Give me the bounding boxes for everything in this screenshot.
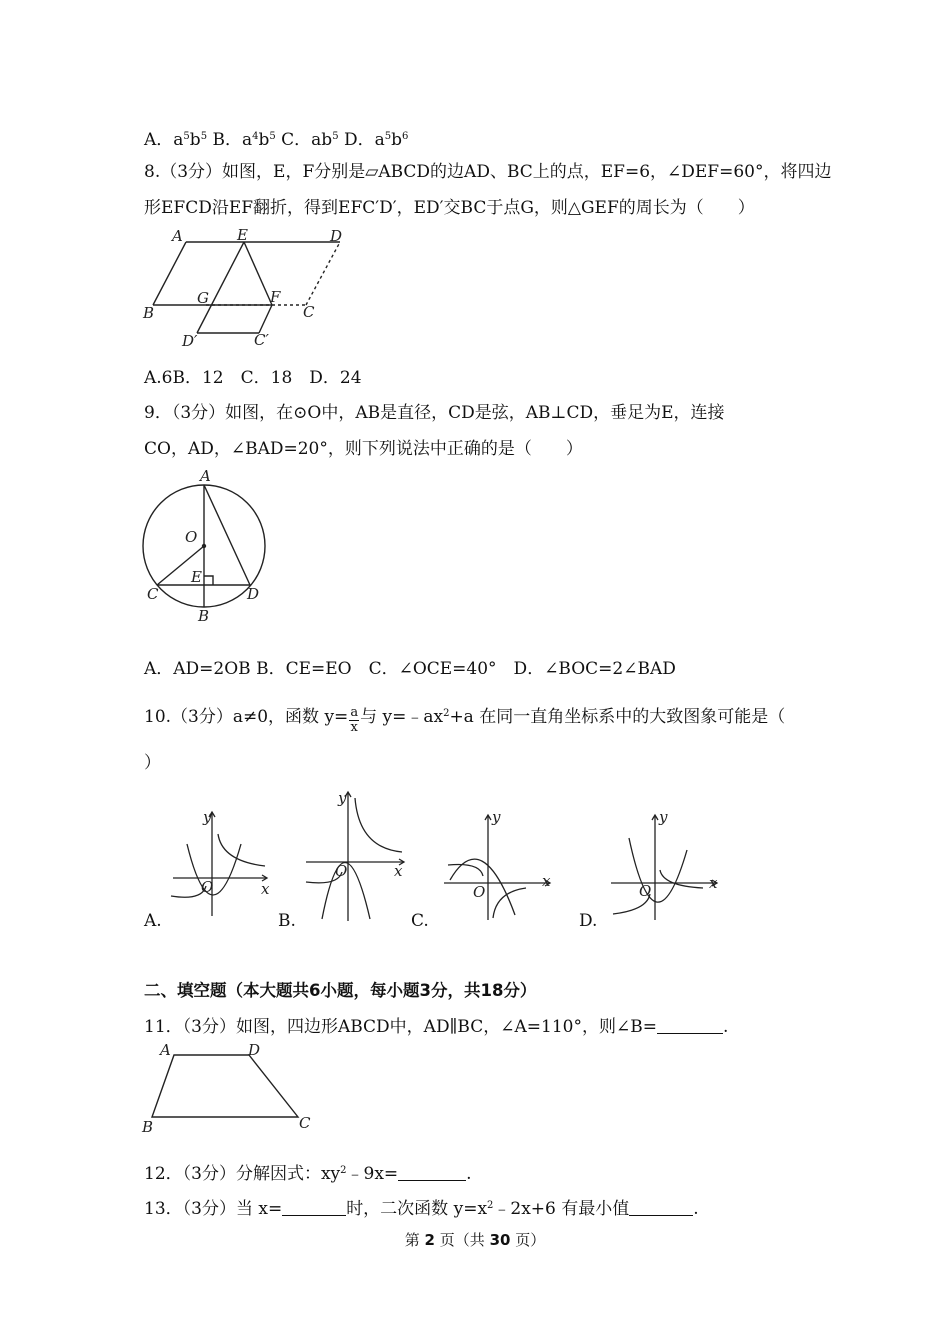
- q8-text-line1: 8.（3分）如图，E，F分别是▱ABCD的边AD、BC上的点，EF=6，∠DEF=60°，将四边: [144, 162, 832, 182]
- svg-text:O: O: [201, 878, 214, 896]
- q9-text-line2: CO，AD，∠BAD=20°，则下列说法中正确的是（ ）: [144, 439, 583, 459]
- q10-graph-a: [165, 806, 275, 921]
- svg-text:y: y: [492, 808, 501, 826]
- label-d: D: [247, 585, 260, 603]
- q10-graph-b: [300, 786, 412, 926]
- label-b: B: [143, 304, 155, 322]
- edge-ed-prime: [197, 242, 244, 333]
- svg-text:A: A: [160, 1041, 171, 1059]
- label-c-prime: C′: [254, 331, 269, 349]
- edge-cprime-f: [259, 305, 272, 333]
- right-angle-mark: [204, 576, 213, 585]
- svg-text:O: O: [335, 862, 348, 880]
- center-dot: [202, 544, 206, 548]
- svg-text:y: y: [338, 789, 347, 807]
- fraction-a-over-x: $\frac{a}{x}$: [350, 705, 359, 735]
- q10-option-c: C.: [411, 911, 429, 931]
- edge-ef: [244, 242, 272, 305]
- q11-text: 11．（3分）如图，四边形ABCD中，AD∥BC，∠A=110°，则∠B= .: [144, 1017, 729, 1037]
- q13-text: 13．（3分）当 x= 时，二次函数 $y=x^2﹣2x+6$ 有最小值 .: [144, 1199, 699, 1219]
- label-c: C: [303, 303, 315, 321]
- svg-text:O: O: [473, 883, 486, 901]
- q10-option-b: B.: [278, 911, 296, 931]
- svg-text:B: B: [142, 1118, 154, 1136]
- q10-text-line1: 10.（3分）a≠0，函数 y= $\frac{a}{x}$ 与 $y=﹣ax^2+a$ 在同一直角坐标系中的大致图象可能是（: [144, 705, 786, 735]
- q11-trapezoid-figure: [140, 1042, 320, 1137]
- q9-circle-figure: [140, 466, 280, 626]
- q10-option-d: D.: [579, 911, 598, 931]
- q13-blank-min[interactable]: [629, 1199, 693, 1216]
- label-d-prime: D′: [182, 332, 198, 350]
- svg-text:x: x: [261, 880, 270, 898]
- svg-text:x: x: [542, 872, 551, 890]
- label-b: B: [198, 607, 210, 625]
- q7-options: A．$a^5b^5$ B．$a^4b^5$ C．$ab^5$ D．$a^5b^6$: [144, 130, 409, 150]
- q11-answer-blank[interactable]: [657, 1017, 723, 1034]
- q8-text-line2: 形EFCD沿EF翻折，得到EFC′D′，ED′交BC于点G，则△GEF的周长为（ ）: [144, 198, 755, 218]
- q9-text-line1: 9．（3分）如图，在⊙O中，AB是直径，CD是弦，AB⊥CD，垂足为E，连接: [144, 403, 725, 423]
- label-f: F: [270, 288, 281, 306]
- label-g: G: [197, 289, 209, 307]
- svg-text:O: O: [639, 882, 652, 900]
- label-o: O: [185, 528, 198, 546]
- label-a: A: [200, 467, 211, 485]
- svg-text:C: C: [299, 1114, 311, 1132]
- svg-text:D: D: [248, 1041, 261, 1059]
- q10-option-a: A.: [144, 911, 162, 931]
- q8-options: A.6B．12 C．18 D．24: [144, 368, 362, 388]
- label-d: D: [330, 227, 343, 245]
- label-a: A: [172, 227, 183, 245]
- q13-blank-x[interactable]: [282, 1199, 346, 1216]
- svg-text:x: x: [394, 862, 403, 880]
- q9-options: A．AD=2OB B．CE=EO C．∠OCE=40° D．∠BOC=2∠BAD: [144, 659, 676, 679]
- svg-text:y: y: [659, 808, 668, 826]
- q12-text: 12．（3分）分解因式：$xy^2﹣9x=$ .: [144, 1164, 472, 1184]
- page-footer: 第 2 页（共 30 页）: [404, 1231, 546, 1249]
- q10-graph-d: [607, 810, 722, 925]
- label-e: E: [191, 568, 202, 586]
- q12-answer-blank[interactable]: [398, 1164, 466, 1181]
- svg-text:y: y: [203, 808, 212, 826]
- edge-cd-dashed: [306, 242, 340, 305]
- section-2-title: 二、填空题（本大题共6小题，每小题3分，共18分）: [144, 981, 537, 1000]
- edge-ab: [153, 242, 186, 305]
- label-e: E: [237, 226, 248, 244]
- label-c: C: [147, 585, 159, 603]
- svg-text:x: x: [709, 874, 718, 892]
- q10-graph-c: [440, 810, 555, 925]
- q8-parallelogram-figure: [140, 226, 360, 356]
- q10-text-line2: ）: [144, 753, 161, 773]
